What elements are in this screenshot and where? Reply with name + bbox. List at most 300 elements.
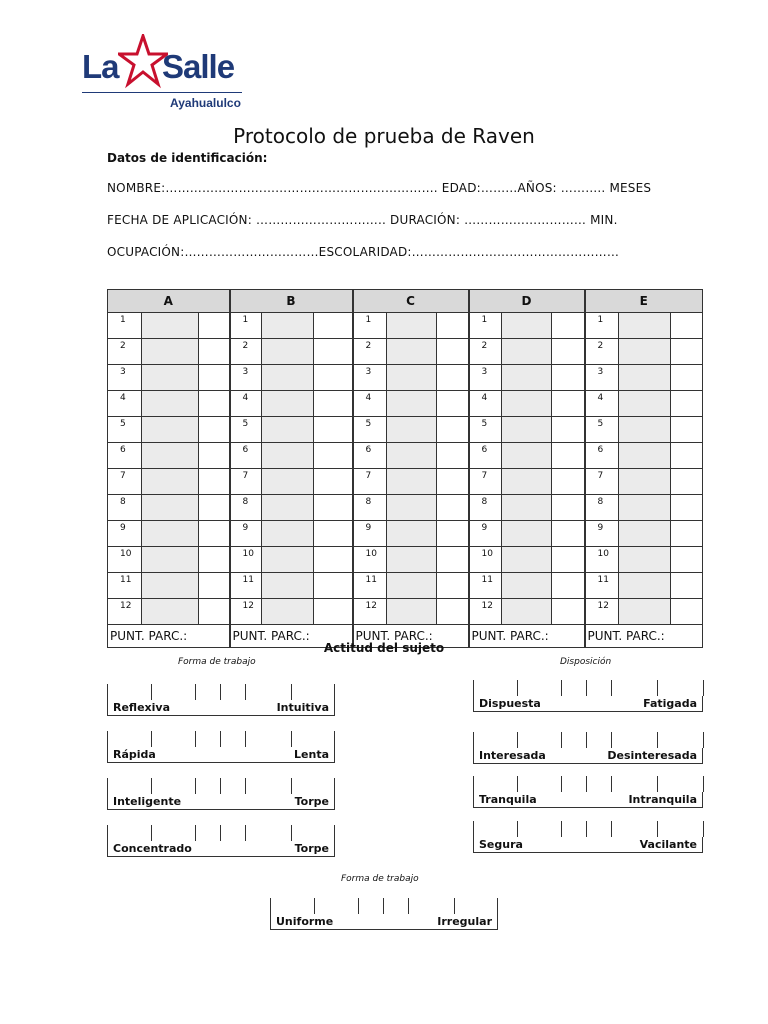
scale-left-label: Rápida xyxy=(113,748,156,761)
scale-tick[interactable] xyxy=(586,732,587,748)
answer-cell-d[interactable] xyxy=(502,547,552,573)
item-number: 6 xyxy=(469,443,502,469)
score-cell-b[interactable] xyxy=(314,599,353,625)
grid-row xyxy=(108,417,703,443)
scale-tick[interactable] xyxy=(611,732,612,748)
scale-tick[interactable] xyxy=(220,684,221,700)
item-number: 6 xyxy=(230,443,262,469)
item-number: 12 xyxy=(108,599,142,625)
score-cell-a[interactable] xyxy=(199,391,230,417)
scale-tick[interactable] xyxy=(151,731,152,747)
scale-left-label: Inteligente xyxy=(113,795,182,808)
scale-tick[interactable] xyxy=(220,731,221,747)
answer-cell-d[interactable] xyxy=(502,339,552,365)
scale-tick[interactable] xyxy=(151,825,152,841)
answer-cell-d[interactable] xyxy=(502,417,552,443)
answer-cell-d[interactable] xyxy=(502,313,552,339)
scale-tick[interactable] xyxy=(383,898,384,914)
answer-cell-e[interactable] xyxy=(619,521,671,547)
logo-campus: Ayahualulco xyxy=(170,96,241,110)
item-number: 7 xyxy=(230,469,262,495)
item-number: 1 xyxy=(353,313,387,339)
score-cell-c[interactable] xyxy=(437,365,469,391)
scale-tick[interactable] xyxy=(334,778,335,794)
score-cell-c[interactable] xyxy=(437,391,469,417)
grid-row xyxy=(108,547,703,573)
item-number: 3 xyxy=(230,365,262,391)
score-cell-b[interactable] xyxy=(314,495,353,521)
score-cell-a[interactable] xyxy=(199,339,230,365)
scale-tick[interactable] xyxy=(107,684,108,700)
answer-cell-e[interactable] xyxy=(619,313,671,339)
score-cell-a[interactable] xyxy=(199,573,230,599)
scale-tick[interactable] xyxy=(561,680,562,696)
answer-cell-b[interactable] xyxy=(262,313,314,339)
score-cell-e[interactable] xyxy=(671,495,703,521)
score-cell-c[interactable] xyxy=(437,573,469,599)
la-salle-logo xyxy=(82,34,247,114)
column-header-c: C xyxy=(353,290,469,313)
item-number: 12 xyxy=(230,599,262,625)
scale-tick[interactable] xyxy=(561,776,562,792)
answer-cell-e[interactable] xyxy=(619,339,671,365)
item-number: 7 xyxy=(469,469,502,495)
answer-cell-b[interactable] xyxy=(262,573,314,599)
answer-cell-b[interactable] xyxy=(262,443,314,469)
answer-cell-b[interactable] xyxy=(262,469,314,495)
item-number: 1 xyxy=(585,313,619,339)
subtotal-cell-b[interactable]: PUNT. PARC.: xyxy=(230,625,353,648)
score-cell-a[interactable] xyxy=(199,443,230,469)
column-header-b: B xyxy=(230,290,353,313)
score-cell-d[interactable] xyxy=(552,339,585,365)
item-number: 4 xyxy=(108,391,142,417)
scale-tick[interactable] xyxy=(586,776,587,792)
answer-cell-e[interactable] xyxy=(619,599,671,625)
scale-tick[interactable] xyxy=(561,732,562,748)
grid-row xyxy=(108,599,703,625)
subtotal-cell-c[interactable]: PUNT. PARC.: xyxy=(353,625,469,648)
answer-cell-a[interactable] xyxy=(142,313,199,339)
uniformity-scale[interactable] xyxy=(270,898,498,930)
item-number: 11 xyxy=(108,573,142,599)
item-number: 3 xyxy=(469,365,502,391)
item-number: 9 xyxy=(353,521,387,547)
score-cell-a[interactable] xyxy=(199,469,230,495)
scale-left-label: Concentrado xyxy=(113,842,192,855)
item-number: 1 xyxy=(230,313,262,339)
scale-right-label: Torpe xyxy=(294,795,329,808)
answer-cell-a[interactable] xyxy=(142,521,199,547)
item-number: 4 xyxy=(469,391,502,417)
score-cell-a[interactable] xyxy=(199,495,230,521)
answer-cell-c[interactable] xyxy=(387,313,437,339)
date-duration-field[interactable]: FECHA DE APLICACIÓN: ………………………….. DURACIÓN: ………………………… MIN. xyxy=(107,213,618,227)
score-cell-e[interactable] xyxy=(671,599,703,625)
item-number: 10 xyxy=(353,547,387,573)
answer-cell-e[interactable] xyxy=(619,417,671,443)
scale-right-label: Desinteresada xyxy=(607,749,697,762)
column-header-e: E xyxy=(585,290,703,313)
scale-right-label: Irregular xyxy=(437,915,492,928)
answer-cell-c[interactable] xyxy=(387,417,437,443)
answer-cell-e[interactable] xyxy=(619,391,671,417)
scale-tick[interactable] xyxy=(611,680,612,696)
scale-tick[interactable] xyxy=(703,680,704,696)
star-icon xyxy=(118,34,168,90)
score-cell-a[interactable] xyxy=(199,365,230,391)
answer-cell-c[interactable] xyxy=(387,391,437,417)
scale-tick[interactable] xyxy=(473,821,474,837)
work-form-scale[interactable] xyxy=(107,778,335,810)
scale-tick[interactable] xyxy=(586,680,587,696)
item-number: 4 xyxy=(585,391,619,417)
identification-heading: Datos de identificación: xyxy=(107,151,268,165)
score-cell-b[interactable] xyxy=(314,313,353,339)
item-number: 5 xyxy=(585,417,619,443)
scale-tick[interactable] xyxy=(703,821,704,837)
score-cell-d[interactable] xyxy=(552,469,585,495)
item-number: 6 xyxy=(585,443,619,469)
scale-right-label: Torpe xyxy=(294,842,329,855)
scale-tick[interactable] xyxy=(703,776,704,792)
score-cell-e[interactable] xyxy=(671,443,703,469)
answer-cell-d[interactable] xyxy=(502,573,552,599)
item-number: 10 xyxy=(230,547,262,573)
scale-tick[interactable] xyxy=(703,732,704,748)
grid-row xyxy=(108,573,703,599)
score-cell-e[interactable] xyxy=(671,469,703,495)
scale-tick[interactable] xyxy=(611,821,612,837)
item-number: 3 xyxy=(353,365,387,391)
item-number: 2 xyxy=(230,339,262,365)
score-cell-d[interactable] xyxy=(552,495,585,521)
score-cell-b[interactable] xyxy=(314,365,353,391)
score-cell-c[interactable] xyxy=(437,313,469,339)
answer-cell-a[interactable] xyxy=(142,365,199,391)
scale-tick[interactable] xyxy=(517,821,518,837)
item-number: 9 xyxy=(585,521,619,547)
scale-right-label: Intuitiva xyxy=(276,701,329,714)
scale-tick[interactable] xyxy=(473,732,474,748)
answer-cell-b[interactable] xyxy=(262,599,314,625)
item-number: 9 xyxy=(108,521,142,547)
item-number: 5 xyxy=(353,417,387,443)
attitude-heading: Actitud del sujeto xyxy=(323,641,445,655)
score-cell-d[interactable] xyxy=(552,391,585,417)
item-number: 2 xyxy=(469,339,502,365)
item-number: 1 xyxy=(108,313,142,339)
scale-tick[interactable] xyxy=(195,731,196,747)
work-form-scale[interactable] xyxy=(107,825,335,857)
answer-grid xyxy=(107,289,703,648)
scale-tick[interactable] xyxy=(517,732,518,748)
score-cell-b[interactable] xyxy=(314,339,353,365)
scale-tick[interactable] xyxy=(657,821,658,837)
score-cell-c[interactable] xyxy=(437,521,469,547)
item-number: 5 xyxy=(108,417,142,443)
item-number: 5 xyxy=(230,417,262,443)
disposition-scale[interactable] xyxy=(473,821,703,853)
answer-cell-e[interactable] xyxy=(619,573,671,599)
item-number: 9 xyxy=(230,521,262,547)
score-cell-b[interactable] xyxy=(314,391,353,417)
grid-row xyxy=(108,443,703,469)
score-cell-e[interactable] xyxy=(671,313,703,339)
scale-left-label: Dispuesta xyxy=(479,697,541,710)
score-cell-b[interactable] xyxy=(314,521,353,547)
score-cell-c[interactable] xyxy=(437,495,469,521)
item-number: 12 xyxy=(353,599,387,625)
score-cell-a[interactable] xyxy=(199,313,230,339)
item-number: 6 xyxy=(108,443,142,469)
score-cell-e[interactable] xyxy=(671,547,703,573)
answer-cell-d[interactable] xyxy=(502,521,552,547)
scale-tick[interactable] xyxy=(195,825,196,841)
answer-cell-c[interactable] xyxy=(387,495,437,521)
answer-cell-b[interactable] xyxy=(262,521,314,547)
answer-cell-c[interactable] xyxy=(387,547,437,573)
score-cell-e[interactable] xyxy=(671,573,703,599)
scale-tick[interactable] xyxy=(334,825,335,841)
scale-tick[interactable] xyxy=(245,684,246,700)
scale-tick[interactable] xyxy=(473,680,474,696)
item-number: 3 xyxy=(585,365,619,391)
answer-cell-b[interactable] xyxy=(262,417,314,443)
name-age-field[interactable]: NOMBRE:…………………………………………………………. EDAD:………AÑOS: ……….. MESES xyxy=(107,181,652,195)
answer-cell-a[interactable] xyxy=(142,573,199,599)
answer-cell-b[interactable] xyxy=(262,391,314,417)
item-number: 11 xyxy=(585,573,619,599)
work-form-scale[interactable] xyxy=(107,684,335,716)
scale-tick[interactable] xyxy=(497,898,498,914)
item-number: 8 xyxy=(353,495,387,521)
score-cell-c[interactable] xyxy=(437,417,469,443)
score-cell-d[interactable] xyxy=(552,573,585,599)
work-form-subheading: Forma de trabajo xyxy=(178,657,256,667)
score-cell-e[interactable] xyxy=(671,521,703,547)
answer-cell-a[interactable] xyxy=(142,599,199,625)
scale-tick[interactable] xyxy=(334,684,335,700)
score-cell-c[interactable] xyxy=(437,469,469,495)
score-cell-c[interactable] xyxy=(437,599,469,625)
answer-cell-d[interactable] xyxy=(502,443,552,469)
scale-right-label: Intranquila xyxy=(628,793,697,806)
item-number: 10 xyxy=(108,547,142,573)
grid-body xyxy=(108,313,703,648)
subtotal-cell-d[interactable]: PUNT. PARC.: xyxy=(469,625,585,648)
score-cell-b[interactable] xyxy=(314,573,353,599)
score-cell-b[interactable] xyxy=(314,547,353,573)
answer-cell-d[interactable] xyxy=(502,391,552,417)
answer-cell-c[interactable] xyxy=(387,469,437,495)
scale-tick[interactable] xyxy=(291,778,292,794)
answer-cell-e[interactable] xyxy=(619,469,671,495)
scale-tick[interactable] xyxy=(586,821,587,837)
scale-left-label: Uniforme xyxy=(276,915,334,928)
answer-cell-d[interactable] xyxy=(502,469,552,495)
item-number: 4 xyxy=(230,391,262,417)
column-header-a: A xyxy=(108,290,230,313)
scale-tick[interactable] xyxy=(270,898,271,914)
scale-tick[interactable] xyxy=(107,731,108,747)
scale-tick[interactable] xyxy=(334,731,335,747)
subtotal-cell-e[interactable]: PUNT. PARC.: xyxy=(585,625,703,648)
grid-row xyxy=(108,521,703,547)
disposition-scale[interactable] xyxy=(473,776,703,808)
item-number: 2 xyxy=(353,339,387,365)
scale-tick[interactable] xyxy=(195,778,196,794)
item-number: 8 xyxy=(108,495,142,521)
answer-cell-e[interactable] xyxy=(619,495,671,521)
answer-cell-a[interactable] xyxy=(142,495,199,521)
scale-tick[interactable] xyxy=(220,778,221,794)
document-title: Protocolo de prueba de Raven xyxy=(233,124,535,148)
answer-cell-a[interactable] xyxy=(142,417,199,443)
item-number: 12 xyxy=(469,599,502,625)
answer-cell-a[interactable] xyxy=(142,443,199,469)
scale-tick[interactable] xyxy=(107,778,108,794)
item-number: 4 xyxy=(353,391,387,417)
scale-tick[interactable] xyxy=(291,731,292,747)
score-cell-c[interactable] xyxy=(437,339,469,365)
item-number: 8 xyxy=(469,495,502,521)
answer-cell-a[interactable] xyxy=(142,469,199,495)
answer-cell-c[interactable] xyxy=(387,443,437,469)
score-cell-e[interactable] xyxy=(671,365,703,391)
item-number: 1 xyxy=(469,313,502,339)
answer-cell-d[interactable] xyxy=(502,365,552,391)
answer-cell-c[interactable] xyxy=(387,339,437,365)
disposition-scale[interactable] xyxy=(473,732,703,764)
score-cell-d[interactable] xyxy=(552,417,585,443)
scale-left-label: Reflexiva xyxy=(113,701,171,714)
answer-cell-b[interactable] xyxy=(262,495,314,521)
answer-cell-e[interactable] xyxy=(619,365,671,391)
score-cell-e[interactable] xyxy=(671,417,703,443)
answer-cell-a[interactable] xyxy=(142,339,199,365)
score-cell-a[interactable] xyxy=(199,547,230,573)
scale-tick[interactable] xyxy=(408,898,409,914)
score-cell-d[interactable] xyxy=(552,547,585,573)
score-cell-d[interactable] xyxy=(552,313,585,339)
work-form-scale[interactable] xyxy=(107,731,335,763)
score-cell-d[interactable] xyxy=(552,599,585,625)
score-cell-e[interactable] xyxy=(671,339,703,365)
scale-tick[interactable] xyxy=(245,825,246,841)
scale-tick[interactable] xyxy=(657,732,658,748)
item-number: 7 xyxy=(585,469,619,495)
score-cell-a[interactable] xyxy=(199,417,230,443)
scale-left-label: Segura xyxy=(479,838,523,851)
scale-tick[interactable] xyxy=(657,776,658,792)
grid-row xyxy=(108,365,703,391)
grid-header-row xyxy=(108,290,703,313)
grid-row xyxy=(108,391,703,417)
logo-text-la: La xyxy=(82,48,119,85)
answer-cell-c[interactable] xyxy=(387,365,437,391)
item-number: 5 xyxy=(469,417,502,443)
answer-cell-c[interactable] xyxy=(387,573,437,599)
item-number: 2 xyxy=(108,339,142,365)
scale-tick[interactable] xyxy=(611,776,612,792)
scale-tick[interactable] xyxy=(245,778,246,794)
subtotal-cell-a[interactable]: PUNT. PARC.: xyxy=(108,625,230,648)
score-cell-b[interactable] xyxy=(314,469,353,495)
item-number: 6 xyxy=(353,443,387,469)
scale-tick[interactable] xyxy=(220,825,221,841)
scale-tick[interactable] xyxy=(245,731,246,747)
item-number: 11 xyxy=(230,573,262,599)
scale-tick[interactable] xyxy=(195,684,196,700)
scale-tick[interactable] xyxy=(517,680,518,696)
scale-tick[interactable] xyxy=(454,898,455,914)
scale-tick[interactable] xyxy=(291,684,292,700)
grid-row xyxy=(108,469,703,495)
scale-tick[interactable] xyxy=(151,778,152,794)
score-cell-c[interactable] xyxy=(437,547,469,573)
answer-cell-a[interactable] xyxy=(142,547,199,573)
answer-cell-b[interactable] xyxy=(262,339,314,365)
disposition-scale[interactable] xyxy=(473,680,703,712)
score-cell-b[interactable] xyxy=(314,417,353,443)
scale-tick[interactable] xyxy=(107,825,108,841)
disposition-subheading: Disposición xyxy=(560,657,612,667)
score-cell-d[interactable] xyxy=(552,365,585,391)
grid-row xyxy=(108,313,703,339)
scale-tick[interactable] xyxy=(358,898,359,914)
answer-cell-d[interactable] xyxy=(502,495,552,521)
answer-cell-e[interactable] xyxy=(619,547,671,573)
grid-row xyxy=(108,495,703,521)
bottom-work-form-subheading: Forma de trabajo xyxy=(341,874,419,884)
score-cell-a[interactable] xyxy=(199,599,230,625)
answer-cell-e[interactable] xyxy=(619,443,671,469)
item-number: 11 xyxy=(469,573,502,599)
scale-left-label: Tranquila xyxy=(479,793,537,806)
scale-tick[interactable] xyxy=(291,825,292,841)
answer-cell-a[interactable] xyxy=(142,391,199,417)
scale-tick[interactable] xyxy=(151,684,152,700)
scale-tick[interactable] xyxy=(561,821,562,837)
logo-divider xyxy=(82,92,242,93)
grid-row xyxy=(108,339,703,365)
score-cell-a[interactable] xyxy=(199,521,230,547)
score-cell-d[interactable] xyxy=(552,521,585,547)
answer-cell-b[interactable] xyxy=(262,365,314,391)
logo-text-salle: Salle xyxy=(162,48,235,85)
scale-right-label: Lenta xyxy=(294,748,329,761)
item-number: 8 xyxy=(230,495,262,521)
answer-cell-b[interactable] xyxy=(262,547,314,573)
answer-cell-d[interactable] xyxy=(502,599,552,625)
item-number: 3 xyxy=(108,365,142,391)
item-number: 8 xyxy=(585,495,619,521)
score-cell-b[interactable] xyxy=(314,443,353,469)
score-cell-e[interactable] xyxy=(671,391,703,417)
scale-tick[interactable] xyxy=(473,776,474,792)
answer-cell-c[interactable] xyxy=(387,599,437,625)
score-cell-c[interactable] xyxy=(437,443,469,469)
column-header-d: D xyxy=(469,290,585,313)
scale-tick[interactable] xyxy=(517,776,518,792)
scale-tick[interactable] xyxy=(314,898,315,914)
item-number: 10 xyxy=(585,547,619,573)
answer-cell-c[interactable] xyxy=(387,521,437,547)
score-cell-d[interactable] xyxy=(552,443,585,469)
scale-tick[interactable] xyxy=(657,680,658,696)
occupation-schooling-field[interactable]: OCUPACIÓN:……………………………ESCOLARIDAD:…………………………………………… xyxy=(107,245,620,259)
